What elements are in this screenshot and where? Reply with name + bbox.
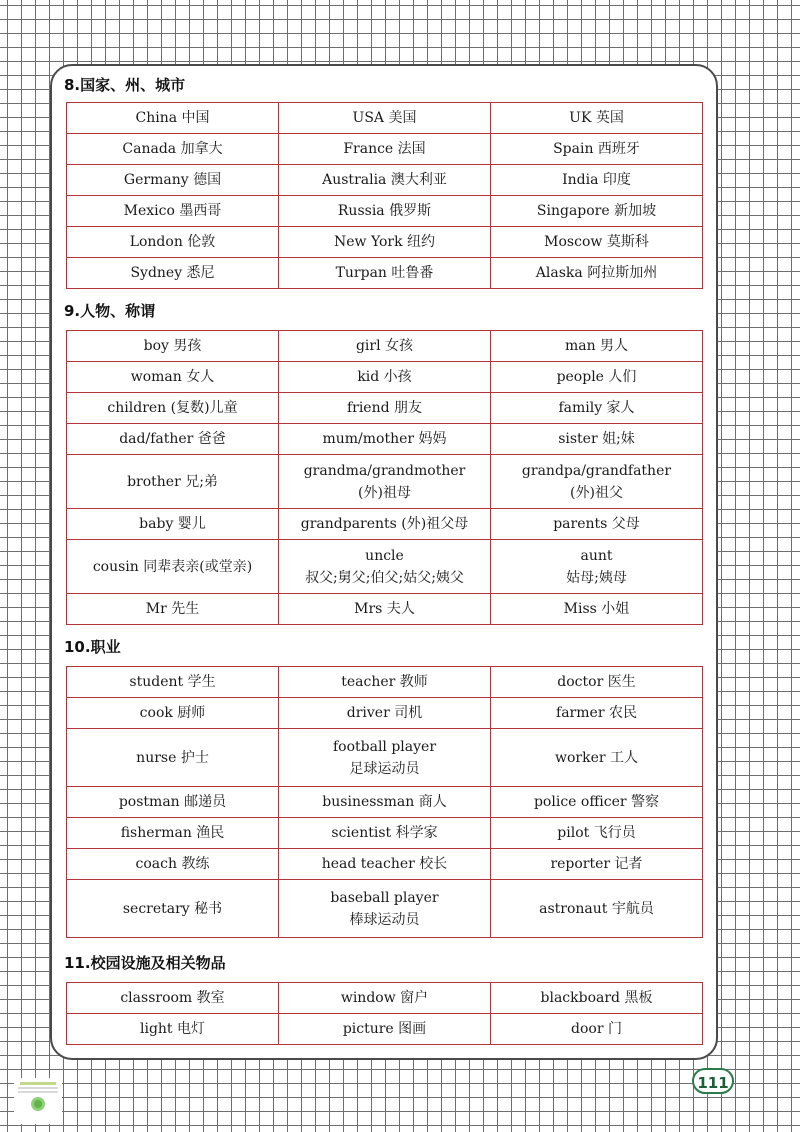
table-row bbox=[67, 103, 703, 134]
table-row bbox=[67, 787, 703, 818]
vocab-cell bbox=[491, 540, 703, 594]
vocab-term: light 电灯 bbox=[139, 1021, 205, 1037]
vocab-cell bbox=[491, 787, 703, 818]
vocab-cell bbox=[67, 1014, 279, 1045]
table-row bbox=[67, 227, 703, 258]
vocab-term: people 人们 bbox=[556, 369, 637, 385]
vocab-term: India 印度 bbox=[562, 172, 631, 188]
vocab-cell bbox=[491, 698, 703, 729]
vocab-term: blackboard 黑板 bbox=[540, 990, 653, 1006]
vocab-term: Mr 先生 bbox=[145, 601, 200, 617]
vocab-cell bbox=[491, 1014, 703, 1045]
section-title-jobs: 10.职业 bbox=[64, 638, 121, 656]
vocab-term: farmer 农民 bbox=[556, 705, 637, 721]
table-row bbox=[67, 196, 703, 227]
table-row bbox=[67, 134, 703, 165]
vocab-cell bbox=[67, 540, 279, 594]
vocab-term: driver 司机 bbox=[346, 705, 423, 721]
vocab-term: reporter 记者 bbox=[550, 856, 643, 872]
table-row bbox=[67, 667, 703, 698]
vocab-cell bbox=[491, 331, 703, 362]
vocab-cell bbox=[491, 983, 703, 1014]
vocab-term: cook 厨师 bbox=[139, 705, 206, 721]
vocab-cell bbox=[491, 393, 703, 424]
vocab-cell bbox=[491, 196, 703, 227]
vocab-term: parents 父母 bbox=[553, 516, 640, 532]
vocab-cell bbox=[67, 362, 279, 393]
vocab-term: France 法国 bbox=[343, 141, 426, 157]
vocab-term: Germany 德国 bbox=[123, 172, 222, 188]
table-row bbox=[67, 983, 703, 1014]
vocab-cell bbox=[491, 667, 703, 698]
vocab-term: head teacher 校长 bbox=[321, 856, 448, 872]
vocab-cell bbox=[67, 424, 279, 455]
vocab-term: pilot 飞行员 bbox=[557, 825, 636, 841]
vocab-term: uncle bbox=[365, 547, 404, 564]
vocab-cell bbox=[67, 698, 279, 729]
vocab-term: dad/father 爸爸 bbox=[119, 431, 226, 447]
vocab-cell bbox=[491, 849, 703, 880]
vocab-term: boy 男孩 bbox=[143, 338, 202, 354]
vocab-term-line2: (外)祖父 bbox=[570, 484, 623, 501]
vocab-term: postman 邮递员 bbox=[118, 794, 227, 810]
vocab-cell bbox=[67, 134, 279, 165]
vocab-cell bbox=[279, 983, 491, 1014]
vocab-term: China 中国 bbox=[135, 110, 210, 126]
vocab-cell bbox=[67, 165, 279, 196]
vocab-term: Russia 俄罗斯 bbox=[337, 203, 432, 219]
vocab-term: London 伦敦 bbox=[129, 234, 216, 250]
vocab-term: Alaska 阿拉斯加州 bbox=[535, 265, 658, 281]
vocab-term: grandma/grandmother bbox=[303, 462, 466, 479]
vocab-term-line2: (外)祖母 bbox=[358, 484, 411, 501]
page-number: 111 bbox=[692, 1068, 734, 1094]
vocab-cell bbox=[279, 331, 491, 362]
vocab-term: door 门 bbox=[571, 1021, 622, 1037]
vocab-cell bbox=[279, 540, 491, 594]
table-row bbox=[67, 594, 703, 625]
vocab-cell bbox=[491, 880, 703, 938]
vocab-term: USA 美国 bbox=[352, 110, 417, 126]
vocab-cell bbox=[279, 1014, 491, 1045]
vocab-term: teacher 教师 bbox=[341, 674, 428, 690]
vocab-term: baseball player bbox=[330, 889, 439, 906]
vocab-term: Turpan 吐鲁番 bbox=[335, 265, 434, 281]
vocab-term: New York 纽约 bbox=[333, 234, 436, 250]
logo-emblem-icon bbox=[31, 1097, 45, 1111]
vocab-cell bbox=[279, 594, 491, 625]
vocab-term-line2: 足球运动员 bbox=[349, 760, 420, 777]
vocab-cell bbox=[491, 103, 703, 134]
vocab-term: Singapore 新加坡 bbox=[536, 203, 657, 219]
vocab-cell bbox=[279, 103, 491, 134]
vocab-cell bbox=[67, 880, 279, 938]
vocab-table-countries bbox=[66, 102, 703, 289]
vocab-cell bbox=[279, 849, 491, 880]
vocab-term: Spain 西班牙 bbox=[553, 141, 640, 157]
vocab-term: kid 小孩 bbox=[357, 369, 412, 385]
vocab-term: Mexico 墨西哥 bbox=[123, 203, 222, 219]
vocab-term: brother 兄;弟 bbox=[127, 473, 218, 490]
table-row bbox=[67, 880, 703, 938]
vocab-term: scientist 科学家 bbox=[331, 825, 438, 841]
vocab-term: worker 工人 bbox=[554, 749, 638, 766]
vocab-term: businessman 商人 bbox=[322, 794, 447, 810]
vocab-cell bbox=[67, 103, 279, 134]
table-row bbox=[67, 698, 703, 729]
vocab-term: doctor 医生 bbox=[557, 674, 636, 690]
table-row bbox=[67, 455, 703, 509]
vocab-term: Sydney 悉尼 bbox=[130, 265, 215, 281]
vocab-cell bbox=[279, 362, 491, 393]
vocab-cell bbox=[67, 594, 279, 625]
vocab-term-line2: 叔父;舅父;伯父;姑父;姨父 bbox=[305, 569, 464, 586]
vocab-cell bbox=[491, 258, 703, 289]
table-row bbox=[67, 540, 703, 594]
vocab-term: picture 图画 bbox=[342, 1021, 427, 1037]
table-row bbox=[67, 393, 703, 424]
vocab-cell bbox=[279, 134, 491, 165]
table-row bbox=[67, 1014, 703, 1045]
vocab-term: fisherman 渔民 bbox=[120, 825, 225, 841]
vocab-cell bbox=[279, 424, 491, 455]
vocab-cell bbox=[67, 983, 279, 1014]
vocab-term: UK 英国 bbox=[569, 110, 624, 126]
vocab-cell bbox=[491, 424, 703, 455]
vocab-term: nurse 护士 bbox=[136, 749, 209, 766]
vocab-term: Miss 小姐 bbox=[563, 601, 630, 617]
table-row bbox=[67, 509, 703, 540]
vocab-term: family 家人 bbox=[558, 400, 635, 416]
vocab-cell bbox=[491, 362, 703, 393]
vocab-cell bbox=[491, 455, 703, 509]
vocab-cell bbox=[67, 667, 279, 698]
vocab-cell bbox=[491, 509, 703, 540]
vocab-table-jobs bbox=[66, 666, 703, 938]
table-row bbox=[67, 258, 703, 289]
vocab-cell bbox=[279, 729, 491, 787]
vocab-cell bbox=[491, 818, 703, 849]
vocab-cell bbox=[67, 849, 279, 880]
vocab-cell bbox=[279, 393, 491, 424]
vocab-term: classroom 教室 bbox=[120, 990, 225, 1006]
vocab-term: friend 朋友 bbox=[346, 400, 423, 416]
vocab-term: Australia 澳大利亚 bbox=[322, 172, 447, 188]
vocab-term: grandparents (外)祖父母 bbox=[300, 516, 469, 532]
table-row bbox=[67, 362, 703, 393]
table-row bbox=[67, 331, 703, 362]
vocab-cell bbox=[67, 787, 279, 818]
vocab-term: secretary 秘书 bbox=[122, 900, 223, 917]
vocab-cell bbox=[279, 698, 491, 729]
vocab-term: mum/mother 妈妈 bbox=[322, 431, 447, 447]
vocab-cell bbox=[67, 393, 279, 424]
table-row bbox=[67, 849, 703, 880]
vocab-cell bbox=[491, 165, 703, 196]
vocab-term: woman 女人 bbox=[130, 369, 215, 385]
table-row bbox=[67, 729, 703, 787]
vocab-term: man 男人 bbox=[564, 338, 629, 354]
vocab-term: children (复数)儿童 bbox=[107, 400, 238, 416]
vocab-term: cousin 同辈表亲(或堂亲) bbox=[92, 558, 253, 575]
vocab-cell bbox=[67, 258, 279, 289]
table-row bbox=[67, 424, 703, 455]
vocab-term-line2: 姑母;姨母 bbox=[566, 569, 627, 586]
vocab-term: football player bbox=[332, 738, 437, 755]
vocab-cell bbox=[491, 594, 703, 625]
vocab-cell bbox=[279, 509, 491, 540]
section-title-school: 11.校园设施及相关物品 bbox=[64, 954, 226, 972]
vocab-term: Mrs 夫人 bbox=[354, 601, 415, 617]
vocab-term: grandpa/grandfather bbox=[521, 462, 672, 479]
vocab-table-people bbox=[66, 330, 703, 625]
vocab-term: baby 婴儿 bbox=[139, 516, 206, 532]
vocab-cell bbox=[279, 196, 491, 227]
vocab-cell bbox=[279, 818, 491, 849]
vocab-cell bbox=[67, 509, 279, 540]
vocab-term: astronaut 宇航员 bbox=[539, 900, 654, 917]
vocab-cell bbox=[491, 134, 703, 165]
vocab-term-line2: 棒球运动员 bbox=[349, 911, 420, 928]
vocab-cell bbox=[279, 787, 491, 818]
publisher-logo bbox=[14, 1078, 62, 1124]
table-row bbox=[67, 818, 703, 849]
vocab-cell bbox=[491, 729, 703, 787]
vocab-term: Moscow 莫斯科 bbox=[544, 234, 649, 250]
vocab-cell bbox=[67, 729, 279, 787]
vocab-cell bbox=[491, 227, 703, 258]
section-title-countries: 8.国家、州、城市 bbox=[64, 76, 186, 94]
vocab-term: student 学生 bbox=[129, 674, 216, 690]
vocab-cell bbox=[279, 227, 491, 258]
section-title-people: 9.人物、称谓 bbox=[64, 302, 156, 320]
vocab-cell bbox=[67, 331, 279, 362]
vocab-term: Canada 加拿大 bbox=[122, 141, 223, 157]
vocab-term: girl 女孩 bbox=[355, 338, 414, 354]
vocab-term: aunt bbox=[580, 547, 613, 564]
vocab-cell bbox=[67, 227, 279, 258]
vocab-term: coach 教练 bbox=[135, 856, 210, 872]
vocab-cell bbox=[67, 196, 279, 227]
vocab-cell bbox=[279, 880, 491, 938]
vocab-table-school bbox=[66, 982, 703, 1045]
vocab-cell bbox=[279, 455, 491, 509]
vocab-cell bbox=[67, 818, 279, 849]
vocab-cell bbox=[279, 258, 491, 289]
table-row bbox=[67, 165, 703, 196]
vocab-cell bbox=[279, 165, 491, 196]
vocab-term: police officer 警察 bbox=[533, 794, 660, 810]
vocab-term: sister 姐;妹 bbox=[558, 431, 635, 447]
vocab-cell bbox=[279, 667, 491, 698]
vocab-cell bbox=[67, 455, 279, 509]
vocab-term: window 窗户 bbox=[340, 990, 429, 1006]
